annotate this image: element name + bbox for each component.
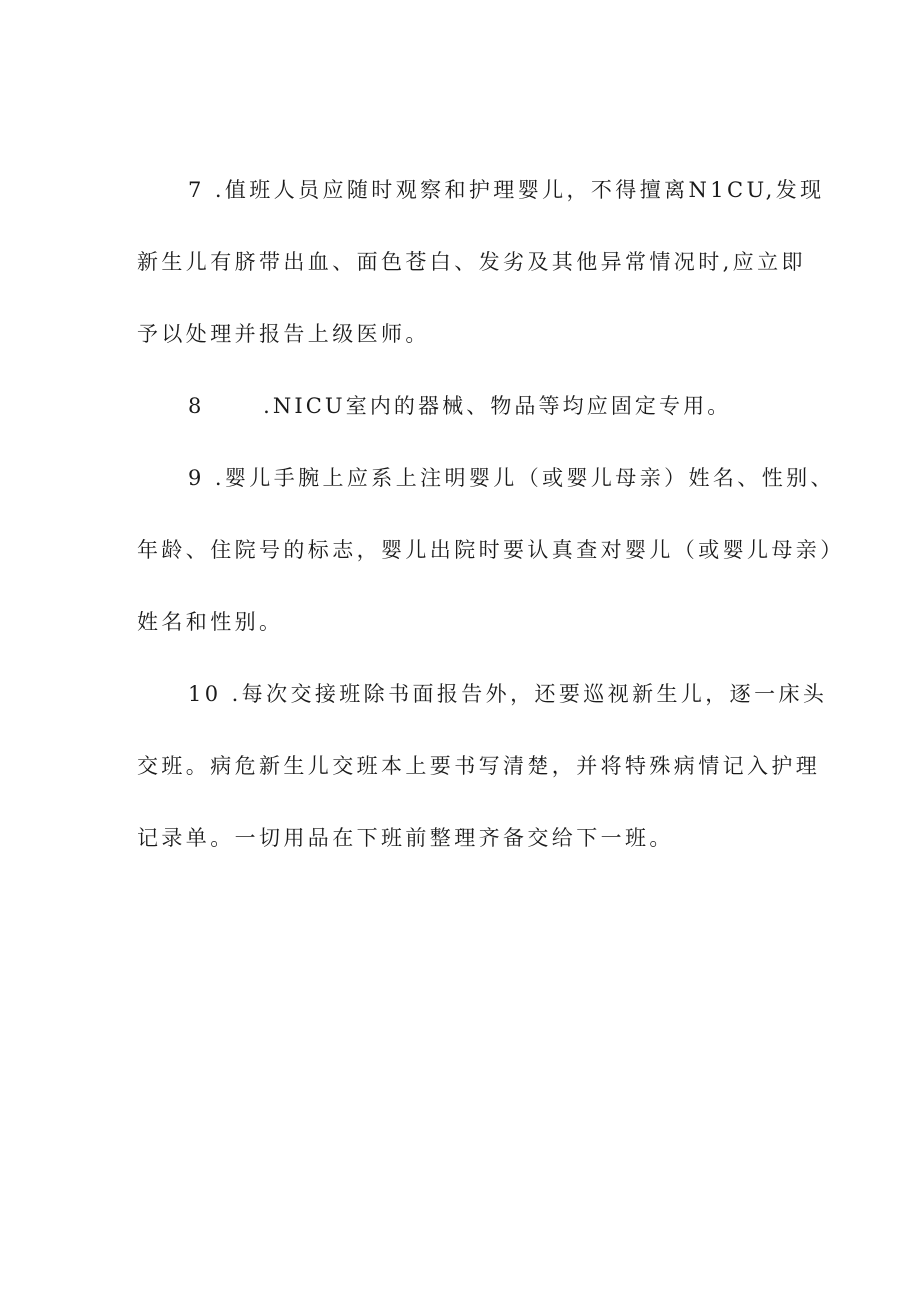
item-10-line-1: 10 .每次交接班除书面报告外，还要巡视新生儿，逐一床头 — [188, 682, 828, 706]
item-9-line-3: 姓名和性别。 — [137, 610, 284, 634]
item-7-line-1: 7 .值班人员应随时观察和护理婴儿，不得擅离N1CU,发现 — [188, 178, 825, 202]
item-10-line-2: 交班。病危新生儿交班本上要书写清楚，并将特殊病情记入护理 — [137, 754, 821, 778]
item-7-line-3: 予以处理并报告上级医师。 — [137, 322, 430, 346]
item-9-line-1: 9 .婴儿手腕上应系上注明婴儿（或婴儿母亲）姓名、性别、 — [188, 466, 835, 490]
item-7-line-2: 新生儿有脐带出血、面色苍白、发劣及其他异常情况时,应立即 — [137, 250, 806, 274]
item-8-line-1: 8 .NICU室内的器械、物品等均应固定专用。 — [188, 394, 732, 418]
item-9-line-2: 年龄、住院号的标志，婴儿出院时要认真查对婴儿（或婴儿母亲） — [137, 538, 845, 562]
item-10-line-3: 记录单。一切用品在下班前整理齐备交给下一班。 — [137, 826, 674, 850]
